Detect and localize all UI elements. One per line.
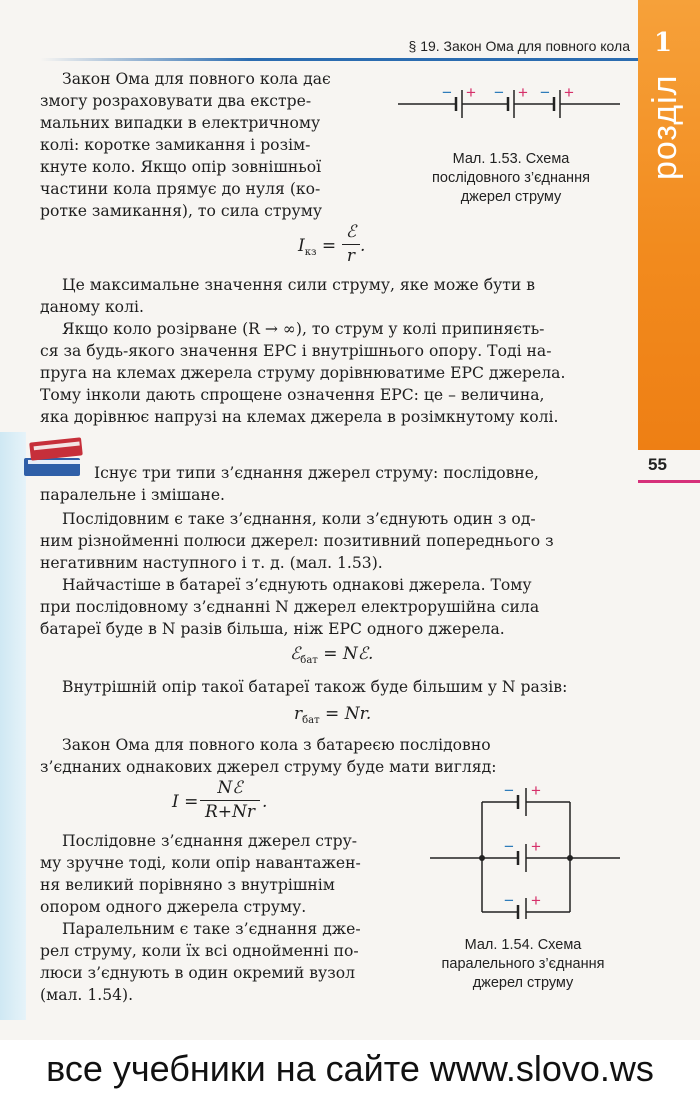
formula-dot: .	[360, 236, 366, 256]
chapter-tab	[638, 0, 700, 450]
chapter-label: розділ	[646, 74, 684, 180]
text-line: Тому інколи дають спрощене означення ЕРС: це – величина,	[40, 386, 545, 404]
text-line: Це максимальне значення сили струму, яке може бути в	[62, 276, 536, 294]
minus-sign: −	[504, 781, 514, 800]
text-line: частини кола прямує до нуля (ко-	[40, 180, 321, 198]
text-line: негативним наступного і т. д. (мал. 1.53).	[40, 554, 383, 572]
paragraph-battery-emf	[40, 574, 628, 640]
formula-lhs: $I_{кз}$ =	[298, 236, 337, 258]
text-line: змогу розраховувати два екстре-	[40, 92, 312, 110]
formula-denominator: r	[346, 246, 356, 266]
caption-line: послідовного з’єднання	[432, 170, 590, 186]
text-line: ся за будь-якого значення ЕРС і внутрішнього опору. Тоді на-	[40, 342, 552, 360]
caption-line: паралельного з’єднання	[441, 956, 605, 972]
paragraph-open-circuit	[40, 318, 628, 428]
minus-sign: −	[504, 891, 514, 910]
plus-sign: +	[518, 84, 528, 102]
text-line: рел струму, коли їх всі однойменні по-	[40, 942, 359, 960]
plus-sign: +	[531, 837, 541, 856]
chapter-number: 1	[653, 28, 673, 58]
page-number-rule	[638, 480, 700, 483]
battery-resistance-formula: $r_{бат} = Nr$.	[294, 704, 372, 726]
caption-line: Мал. 1.53. Схема	[452, 151, 570, 167]
formula-denominator: R+Nr	[204, 802, 256, 822]
minus-sign: −	[504, 837, 514, 856]
text-line: з’єднаних однакових джерел струму буде мати вигляд:	[40, 758, 497, 776]
text-line: ним різнойменні полюси джерел: позитивний попереднього з	[40, 532, 554, 550]
paragraph-internal-resistance	[40, 676, 628, 698]
text-line: Внутрішній опір такої батареї також буде більшим у N разів:	[62, 678, 568, 696]
parallel-circuit-figure	[420, 780, 626, 920]
paragraph-max-current	[40, 274, 628, 318]
paragraph-series-usage	[40, 830, 408, 918]
fraction-bar	[200, 800, 260, 801]
text-line: Послідовне з’єднання джерел стру-	[62, 832, 358, 850]
text-line: Якщо коло розірване (R → ∞), то струм у колі припиняєть-	[62, 320, 545, 338]
series-circuit-figure	[398, 84, 624, 120]
text-line: при послідовному з’єднанні N джерел електрорушійна сила	[40, 598, 540, 616]
text-line: Паралельним є таке з’єднання дже-	[62, 920, 361, 938]
paragraph-intro	[40, 68, 376, 222]
footer-banner: все учебники на сайте www.slovo.ws	[46, 1048, 654, 1089]
minus-sign: −	[442, 84, 452, 102]
plus-sign: +	[466, 84, 476, 102]
plus-sign: +	[531, 781, 541, 800]
text-line: яка дорівнює напрузі на клемах джерела в розімкнутому колі.	[40, 408, 559, 426]
text-line: колі: коротке замикання і розім-	[40, 136, 311, 154]
paragraph-series-definition	[40, 508, 628, 574]
text-line: люси з’єднують в один окремий вузол	[40, 964, 356, 982]
header-rule	[40, 58, 638, 61]
text-line: му зручне тоді, коли опір навантажен-	[40, 854, 361, 872]
minus-sign: −	[494, 84, 504, 102]
text-line: Закон Ома для повного кола з батареєю послідовно	[62, 736, 491, 754]
formula-lhs: I =	[172, 792, 199, 812]
text-line: ротке замикання), то сила струму	[40, 202, 322, 220]
text-line: паралельне і змішане.	[40, 486, 226, 504]
formula-dot: .	[262, 792, 268, 812]
plus-sign: +	[564, 84, 574, 102]
fraction-bar	[342, 244, 360, 245]
text-line: Найчастіше в батареї з’єднують однакові джерела. Тому	[62, 576, 532, 594]
text-line: Послідовним є таке з’єднання, коли з’єднують один з од-	[62, 510, 536, 528]
caption-line: джерел струму	[460, 189, 562, 205]
paragraph-connection-types	[40, 462, 628, 506]
text-line: Існує три типи з’єднання джерел струму: послідовне,	[94, 464, 539, 482]
text-line: (мал. 1.54).	[40, 986, 134, 1004]
margin-band	[0, 432, 26, 1020]
formula-numerator: ℰ	[345, 222, 357, 242]
figure-1-53-caption	[400, 150, 622, 207]
text-line: батареї буде в N разів більша, ніж ЕРС одного джерела.	[40, 620, 505, 638]
text-line: пруга на клемах джерела струму дорівнюватиме ЕРС джерела.	[40, 364, 566, 382]
minus-sign: −	[540, 84, 550, 102]
formula-numerator: Nℰ	[217, 778, 243, 798]
text-line: ня великий порівняно з внутрішнім	[40, 876, 335, 894]
text-line: мальних випадки в електричному	[40, 114, 321, 132]
text-line: кнуте коло. Якщо опір зовнішньої	[40, 158, 322, 176]
figure-1-54-caption	[420, 936, 626, 993]
caption-line: Мал. 1.54. Схема	[464, 937, 582, 953]
plus-sign: +	[531, 891, 541, 910]
text-line: даному колі.	[40, 298, 144, 316]
paragraph-ohm-series	[40, 734, 628, 778]
section-header: § 19. Закон Ома для повного кола	[408, 38, 630, 54]
text-line: опором одного джерела струму.	[40, 898, 307, 916]
paragraph-parallel-definition	[40, 918, 408, 1006]
page-number: 55	[648, 455, 667, 474]
caption-line: джерел струму	[472, 975, 574, 991]
text-line: Закон Ома для повного кола дає	[62, 70, 331, 88]
battery-emf-formula: ℰ$_{бат}$ = Nℰ.	[290, 644, 374, 666]
